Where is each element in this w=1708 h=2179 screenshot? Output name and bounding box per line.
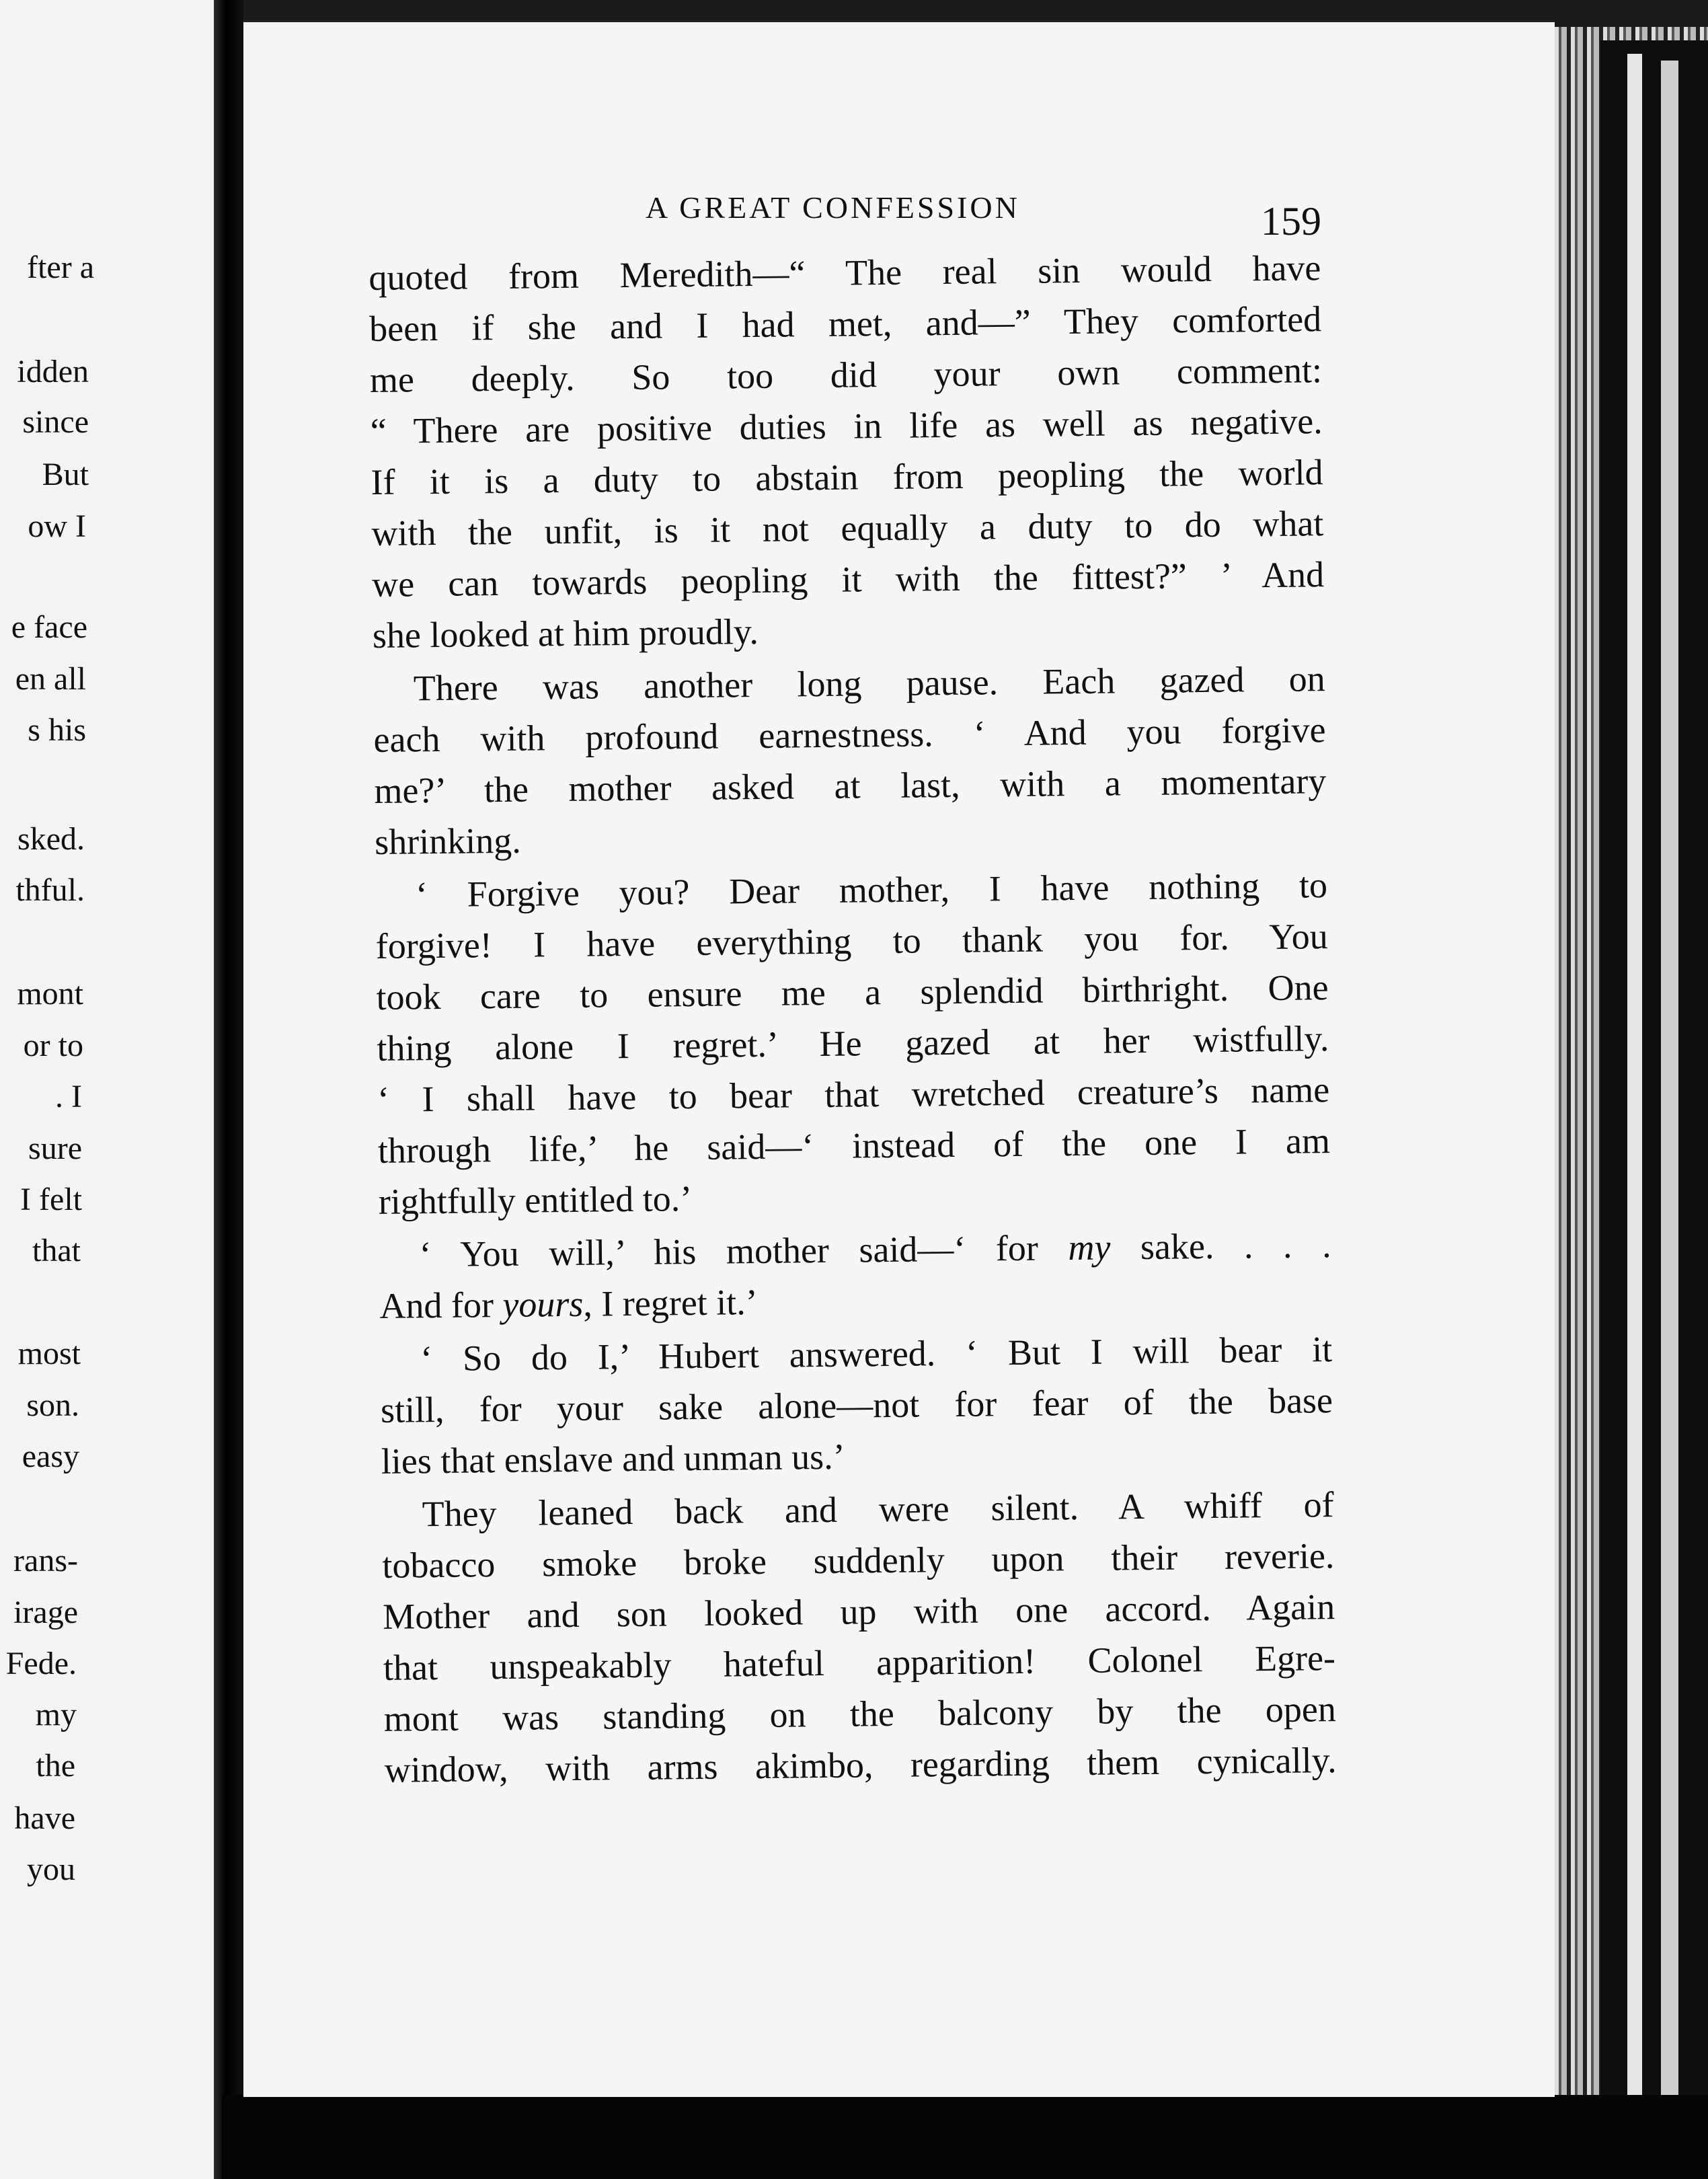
text-run: , I regret it.’: [583, 1282, 759, 1324]
paragraph: [375, 859, 1331, 1227]
text-line: through life,’ he said—‘ instead of the one I am: [377, 1120, 1331, 1171]
text-line: she looked at him proudly.: [372, 611, 759, 656]
page-number: 159: [1261, 199, 1321, 243]
left-page-line: most: [17, 1336, 81, 1371]
left-page-line: thful.: [15, 872, 85, 908]
left-page-line: idden: [17, 354, 89, 389]
left-page-line: Fede.: [5, 1646, 77, 1681]
text-line: “ There are positive duties in life as well as negative.: [370, 401, 1323, 451]
left-page-line: I felt: [20, 1182, 82, 1217]
text-line: There was another long pause. Each gazed on: [413, 658, 1326, 709]
paragraph: [379, 1219, 1332, 1332]
left-page-line: that: [32, 1233, 81, 1268]
page-edges-shadow: [1600, 40, 1708, 2145]
text-line: tobacco smoke broke suddenly upon their reverie.: [382, 1535, 1335, 1586]
left-page-line: have: [14, 1800, 75, 1836]
left-page-line: son.: [26, 1387, 79, 1423]
left-page-line: rans-: [13, 1543, 78, 1578]
text-line: took care to ensure me a splendid birthright. One: [376, 967, 1329, 1018]
text-line: forgive! I have everything to thank you for. You: [375, 916, 1329, 966]
left-page-line: mont: [17, 976, 83, 1011]
left-page-line: the: [36, 1748, 75, 1784]
text-line: ‘ So do I,’ Hubert answered. ‘ But I will bear it: [420, 1329, 1333, 1379]
text-line: me deeply. So too did your own comment:: [369, 350, 1323, 400]
body-text: [368, 242, 1337, 1796]
paragraph: [381, 1479, 1337, 1796]
left-page-line: sked.: [17, 821, 85, 857]
text-run: And for: [379, 1284, 503, 1326]
running-head: A GREAT CONFESSION: [646, 190, 1020, 225]
text-line: with the unfit, is it not equally a duty to do what: [371, 503, 1324, 553]
text-line: each with profound earnestness. ‘ And you forgive: [373, 710, 1326, 760]
left-page-line: easy: [22, 1439, 79, 1474]
text-line: Mother and son looked up with one accord. Again: [382, 1587, 1335, 1637]
text-line: still, for your sake alone—not for fear of the base: [380, 1380, 1333, 1430]
text-line: been if she and I had met, and—” They comforted: [368, 299, 1322, 349]
left-page-line: you: [27, 1851, 75, 1887]
text-line: quoted from Meredith—“ The real sin would have: [368, 247, 1321, 298]
bottom-shadow: [222, 2095, 1708, 2179]
book-gutter: [214, 0, 243, 2179]
text-line: window, with arms akimbo, regarding them cynically.: [384, 1740, 1337, 1790]
emphasis: my: [1068, 1227, 1111, 1268]
text-line: ‘ I shall have to bear that wretched creature’s name: [377, 1069, 1330, 1120]
left-page-line: sure: [28, 1131, 82, 1166]
text-line: rightfully entitled to.’: [378, 1178, 693, 1222]
text-line: [379, 1270, 1332, 1332]
text-line: lies that enslave and unman us.’: [381, 1436, 845, 1482]
text-line: mont was standing on the balcony by the open: [383, 1689, 1337, 1739]
left-page-line: since: [22, 404, 89, 440]
text-line: If it is a duty to abstain from peopling the world: [371, 452, 1323, 502]
left-page-line: irage: [13, 1595, 78, 1630]
page-edge-strip: [1661, 61, 1678, 2118]
text-run: ‘ You will,’ his mother said—‘ for: [419, 1227, 1069, 1275]
text-run: sake. . . .: [1110, 1225, 1331, 1268]
left-page-line: s his: [28, 712, 86, 748]
text-line: ‘ Forgive you? Dear mother, I have nothing to: [415, 865, 1328, 915]
left-page-line: But: [42, 457, 89, 492]
text-line: me?’ the mother asked at last, with a momentary: [374, 761, 1327, 811]
text-line: that unspeakably hateful apparition! Colonel Egre-: [383, 1638, 1336, 1688]
left-page-line: my: [35, 1697, 77, 1732]
text-line: thing alone I regret.’ He gazed at her wistfully.: [377, 1018, 1329, 1069]
left-page-line: ow I: [28, 508, 86, 544]
emphasis: yours: [502, 1283, 584, 1325]
text-line: shrinking.: [374, 820, 522, 862]
text-line: [379, 1219, 1331, 1280]
left-page-line: . I: [55, 1079, 82, 1114]
paragraph: [368, 242, 1325, 661]
text-line: we can towards peopling it with the fittest?” ’ And: [371, 554, 1325, 605]
left-page-line: or to: [23, 1028, 83, 1063]
left-page-line: fter a: [27, 250, 94, 285]
paragraph: [380, 1324, 1333, 1487]
page-edge-strip: [1627, 54, 1642, 2125]
left-facing-page: [0, 0, 229, 2179]
paragraph: [373, 653, 1327, 868]
left-page-line: en all: [15, 661, 86, 697]
text-line: They leaned back and were silent. A whiff of: [422, 1484, 1334, 1535]
left-page-line: e face: [11, 609, 87, 645]
